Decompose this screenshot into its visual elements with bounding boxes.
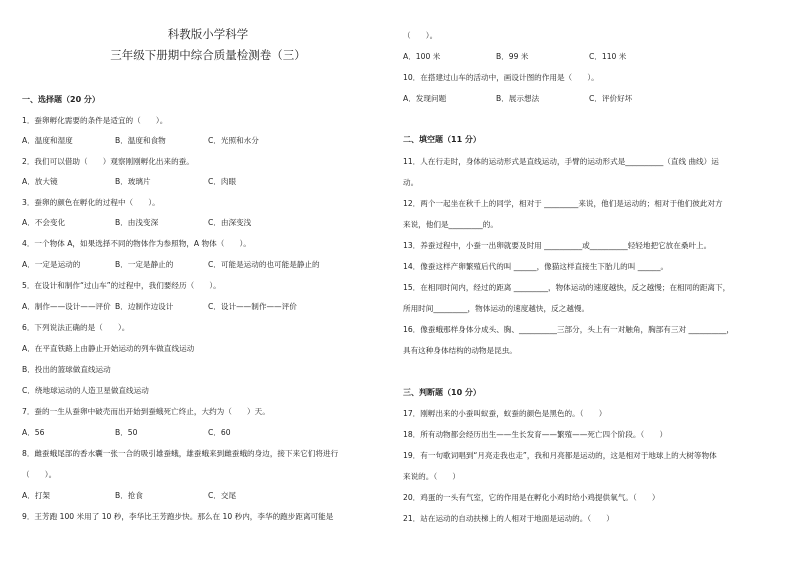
option-a: A．56 <box>22 428 45 437</box>
question-14: 14．像蚕这样产卵繁殖后代的叫 ______，像猫这样直接生下胎儿的叫 ______。 <box>403 262 669 271</box>
question-7: 7．蚕的一生从蚕卵中破壳而出开始到蚕蛾死亡终止，大约为（ ）天。 <box>22 407 270 416</box>
option-a: A．打架 <box>22 491 50 500</box>
question-21: 21．站在运动的自动扶梯上的人相对于地面是运动的。（ ） <box>403 514 614 523</box>
question-12: 12．两个一起坐在秋千上的同学，相对于 _________来说，他们是运动的；相对于他们彼此对方 <box>403 199 723 208</box>
question-3: 3．蚕卵的颜色在孵化的过程中（ ）。 <box>22 198 160 207</box>
question-6-option-c: C．绕地球运动的人造卫星做直线运动 <box>22 386 149 395</box>
option-b: B．边制作边设计 <box>115 302 174 311</box>
question-8-continued: （ ）。 <box>22 470 57 479</box>
question-2: 2．我们可以借助（ ）观察刚刚孵化出来的蚕。 <box>22 157 194 166</box>
question-9: 9．王芳跑 100 米用了 10 秒，李华比王芳跑步快。那么在 10 秒内，李华的跑步距离可能是 <box>22 512 334 521</box>
option-c: C．评价好坏 <box>589 94 633 103</box>
question-15: 15．在相同时间内，经过的距离 _________，物体运动的速度越快，反之越慢；在相同的距离下， <box>403 283 731 292</box>
option-c: C．110 米 <box>589 52 627 61</box>
question-9-continued: （ ）。 <box>403 31 438 40</box>
question-1: 1．蚕卵孵化需要的条件是适宜的（ ）。 <box>22 116 168 125</box>
option-c: C．光照和水分 <box>208 136 259 145</box>
question-16: 16．像蚕蛾那样身体分成头、胸、__________三部分，头上有一对触角，胸部有三对 __________， <box>403 325 735 334</box>
question-18: 18．所有动物都会经历出生——生长发育——繁殖——死亡四个阶段。（ ） <box>403 430 668 439</box>
question-12-continued: 来说，他们是_________的。 <box>403 220 498 229</box>
option-b: B．一定是静止的 <box>115 260 174 269</box>
option-a: A．温度和湿度 <box>22 136 73 145</box>
option-c: C．设计——制作——评价 <box>208 302 297 311</box>
option-a: A．发现问题 <box>403 94 447 103</box>
question-20: 20．鸡蛋的一头有气室，它的作用是在孵化小鸡时给小鸡提供氧气。（ ） <box>403 493 660 502</box>
option-a: A．100 米 <box>403 52 441 61</box>
option-b: B．温度和食物 <box>115 136 166 145</box>
option-a: A．一定是运动的 <box>22 260 81 269</box>
question-16-continued: 具有这种身体结构的动物是昆虫。 <box>403 346 517 355</box>
option-a: A．制作——设计——评价 <box>22 302 111 311</box>
question-6-option-b: B．投出的篮球做直线运动 <box>22 365 111 374</box>
option-c: C．可能是运动的也可能是静止的 <box>208 260 320 269</box>
question-6: 6．下列说法正确的是（ ）。 <box>22 323 130 332</box>
section-fill-heading: 二、填空题（11 分） <box>403 135 481 144</box>
option-c: C．交尾 <box>208 491 237 500</box>
question-4: 4．一个物体 A，如果选择不同的物体作为参照物，A 物体（ ）。 <box>22 239 251 248</box>
question-11: 11．人在行走时，身体的运动形式是直线运动，手臂的运动形式是__________（直线 曲线）运 <box>403 157 719 166</box>
section-judge-heading: 三、判断题（10 分） <box>403 388 481 397</box>
question-15-continued: 所用时间_________，物体运动的速度越快，反之越慢。 <box>403 304 590 313</box>
option-b: B．50 <box>115 428 138 437</box>
question-5: 5．在设计和制作“过山车”的过程中，我们要经历（ ）。 <box>22 281 221 290</box>
question-13: 13．养蚕过程中，小蚕一出卵就要及时用 __________或__________轻轻地把它放在桑叶上。 <box>403 241 712 250</box>
page-title: 科教版小学科学 <box>167 27 249 41</box>
question-6-option-a: A．在平直铁路上由静止开始运动的列车做直线运动 <box>22 344 195 353</box>
option-c: C．肉眼 <box>208 177 237 186</box>
option-b: B．展示想法 <box>496 94 540 103</box>
option-a: A．放大镜 <box>22 177 58 186</box>
option-a: A．不会变化 <box>22 218 66 227</box>
option-b: B．抢食 <box>115 491 143 500</box>
page-subtitle: 三年级下册期中综合质量检测卷（三） <box>110 48 306 62</box>
option-b: B．99 米 <box>496 52 529 61</box>
option-c: C．60 <box>208 428 231 437</box>
question-19-continued: 来说的。（ ） <box>403 472 460 481</box>
option-b: B．玻璃片 <box>115 177 151 186</box>
option-c: C．由深变浅 <box>208 218 252 227</box>
section-choice-heading: 一、选择题（20 分） <box>22 95 100 104</box>
question-8: 8．雌蚕蛾尾部的香水囊一张一合的吸引雄蚕蛾，雄蚕蛾来到雌蚕蛾的身边，接下来它们将进行 <box>22 449 339 458</box>
question-17: 17．刚孵出来的小蚕叫蚁蚕，蚁蚕的颜色是黑色的。（ ） <box>403 409 607 418</box>
question-10: 10．在搭建过山车的活动中，画设计图的作用是（ ）。 <box>403 73 599 82</box>
question-11-continued: 动。 <box>403 178 419 187</box>
question-19: 19．有一句歌词唱到“月亮走我也走”，我和月亮都是运动的，这是相对于地球上的大树等物体 <box>403 451 717 460</box>
option-b: B．由浅变深 <box>115 218 159 227</box>
